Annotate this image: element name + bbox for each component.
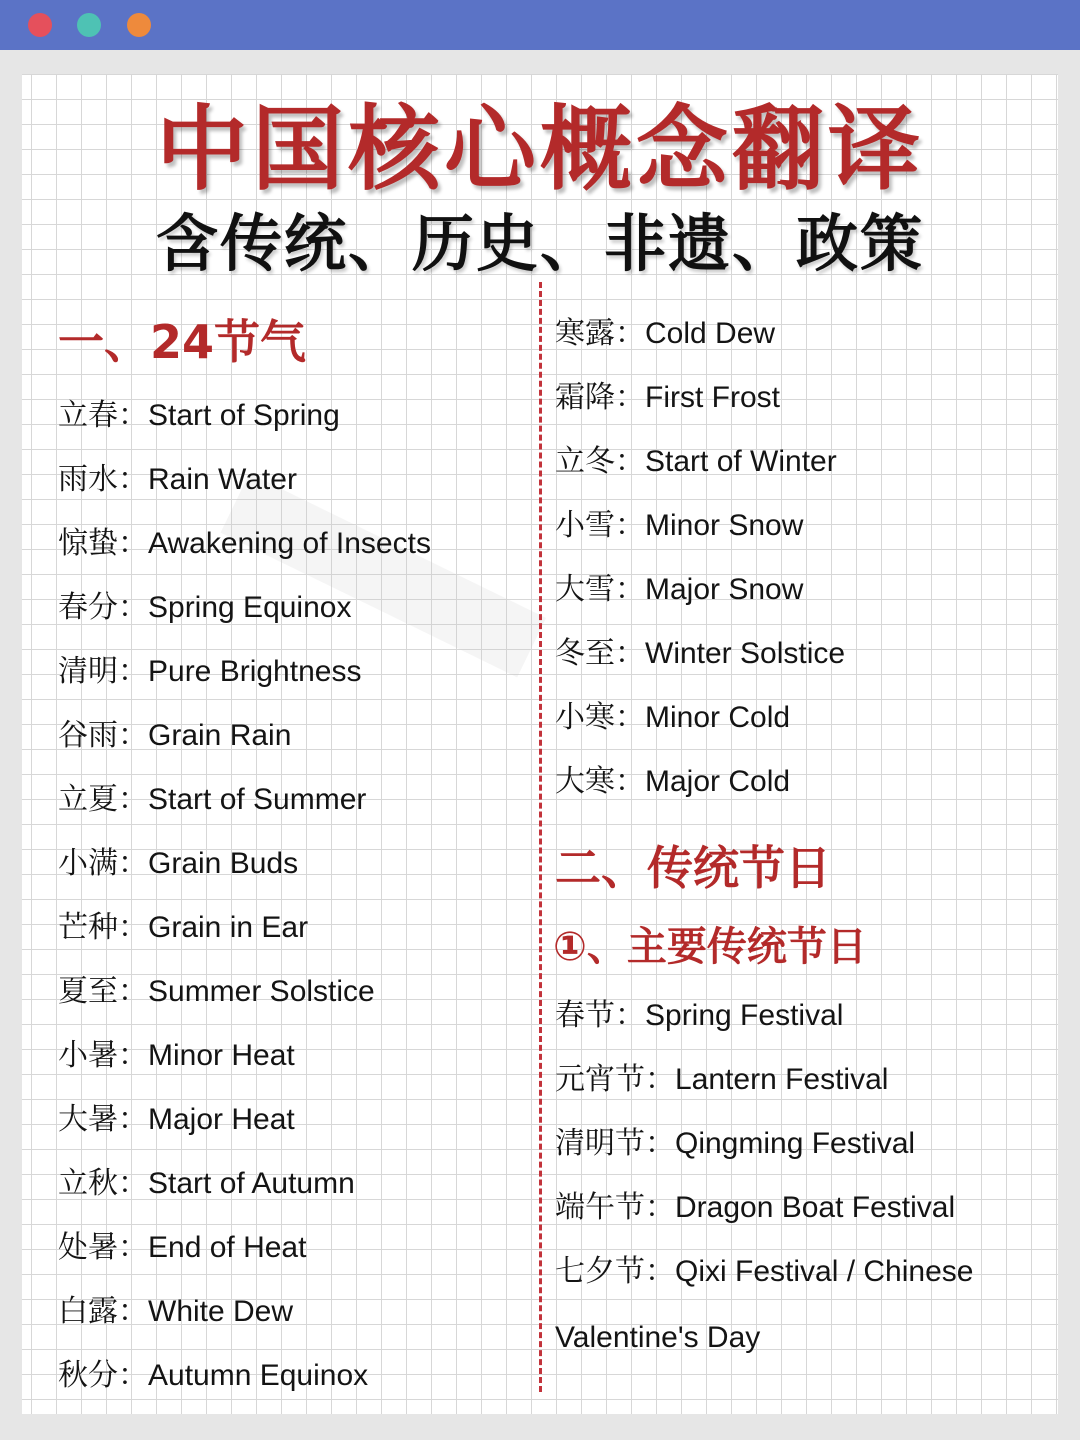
term-english: First Frost <box>645 381 780 414</box>
term-english: Summer Solstice <box>148 975 375 1008</box>
term-chinese: 雨水： <box>58 462 148 497</box>
solar-term-item <box>58 1356 368 1396</box>
term-english: Start of Summer <box>148 783 367 816</box>
term-chinese: 大雪： <box>555 572 645 607</box>
term-chinese: 谷雨： <box>58 718 148 753</box>
term-english: Major Heat <box>148 1103 295 1136</box>
term-english: Grain Buds <box>148 847 299 880</box>
festival-item <box>555 1252 973 1292</box>
term-chinese: 小满： <box>58 846 148 881</box>
term-english: Major Snow <box>645 573 804 606</box>
subsection-heading-main-festivals: ①、主要传统节日 <box>553 924 867 970</box>
maximize-dot-icon[interactable] <box>77 13 101 37</box>
term-chinese: 立秋： <box>58 1166 148 1201</box>
solar-term-item <box>58 1100 295 1140</box>
term-english: White Dew <box>148 1295 294 1328</box>
term-chinese: 白露： <box>58 1294 148 1329</box>
term-chinese: 寒露： <box>555 316 645 351</box>
solar-term-item <box>555 314 775 354</box>
term-chinese: 春分： <box>58 590 148 625</box>
solar-term-item <box>58 1228 306 1268</box>
term-chinese: 芒种： <box>58 910 148 945</box>
term-english: Cold Dew <box>645 317 776 350</box>
term-english: Start of Spring <box>148 399 340 432</box>
term-english: End of Heat <box>148 1231 307 1264</box>
term-chinese: 霜降： <box>555 380 645 415</box>
term-english: Dragon Boat Festival <box>675 1191 956 1224</box>
term-english: Pure Brightness <box>148 655 362 688</box>
solar-term-item <box>555 570 803 610</box>
section-heading-festivals: 二、传统节日 <box>555 841 831 895</box>
festival-item <box>555 1188 955 1228</box>
term-english: Lantern Festival <box>675 1063 889 1096</box>
solar-term-item <box>555 442 837 482</box>
term-english: Minor Cold <box>645 701 791 734</box>
term-english: Qingming Festival <box>675 1127 916 1160</box>
wrapped-line: Valentine's Day <box>555 1321 761 1354</box>
term-chinese: 惊蛰： <box>58 526 148 561</box>
term-english: Grain Rain <box>148 719 292 752</box>
solar-term-item <box>555 378 780 418</box>
page-subtitle: 含传统、历史、非遗、政策 <box>155 207 924 280</box>
solar-term-item <box>58 396 340 436</box>
term-chinese: 清明： <box>58 654 148 689</box>
term-english: Start of Winter <box>645 445 837 478</box>
festival-item <box>555 1124 915 1164</box>
term-chinese: 春节： <box>555 998 645 1033</box>
festival-item <box>555 1060 888 1100</box>
section-heading-solar-terms: 一、24节气 <box>58 315 307 369</box>
term-chinese: 立冬： <box>555 444 645 479</box>
minimize-dot-icon[interactable] <box>127 13 151 37</box>
festival-item <box>555 996 843 1036</box>
column-divider <box>539 282 542 1392</box>
close-dot-icon[interactable] <box>28 13 52 37</box>
term-chinese: 冬至： <box>555 636 645 671</box>
solar-term-item <box>58 1036 295 1076</box>
window-title-bar <box>0 0 1080 50</box>
term-english: Spring Equinox <box>148 591 352 624</box>
term-chinese: 小暑： <box>58 1038 148 1073</box>
term-english: Spring Festival <box>645 999 844 1032</box>
solar-term-item <box>58 524 431 564</box>
term-chinese: 处暑： <box>58 1230 148 1265</box>
term-chinese: 端午节： <box>555 1190 675 1225</box>
term-english: Rain Water <box>148 463 297 496</box>
solar-term-item <box>58 780 366 820</box>
term-english: Awakening of Insects <box>148 527 431 560</box>
term-english: Qixi Festival / Chinese <box>675 1255 974 1288</box>
solar-term-item <box>555 698 790 738</box>
page-title: 中国核心概念翻译 <box>155 96 924 203</box>
solar-term-item <box>555 506 803 546</box>
term-chinese: 大暑： <box>58 1102 148 1137</box>
solar-term-item <box>58 588 351 628</box>
term-english: Start of Autumn <box>148 1167 355 1200</box>
solar-term-item <box>58 460 297 500</box>
solar-term-item <box>58 908 308 948</box>
term-chinese: 秋分： <box>58 1358 148 1393</box>
term-english: Grain in Ear <box>148 911 309 944</box>
solar-term-item <box>58 1164 355 1204</box>
solar-term-item <box>58 844 298 884</box>
solar-term-item <box>555 634 845 674</box>
solar-term-item <box>58 972 375 1012</box>
term-chinese: 清明节： <box>555 1126 675 1161</box>
solar-term-item <box>555 762 790 802</box>
term-chinese: 立春： <box>58 398 148 433</box>
term-chinese: 大寒： <box>555 764 645 799</box>
term-chinese: 小雪： <box>555 508 645 543</box>
term-english: Minor Heat <box>148 1039 295 1072</box>
term-chinese: 夏至： <box>58 974 148 1009</box>
solar-term-item <box>58 652 361 692</box>
term-english: Minor Snow <box>645 509 804 542</box>
solar-term-item <box>58 1292 293 1332</box>
term-english: Autumn Equinox <box>148 1359 369 1392</box>
term-english: Winter Solstice <box>645 637 846 670</box>
term-chinese: 七夕节： <box>555 1254 675 1289</box>
term-chinese: 小寒： <box>555 700 645 735</box>
term-english: Major Cold <box>645 765 791 798</box>
term-chinese: 立夏： <box>58 782 148 817</box>
solar-term-item <box>58 716 291 756</box>
term-chinese: 元宵节： <box>555 1062 675 1097</box>
